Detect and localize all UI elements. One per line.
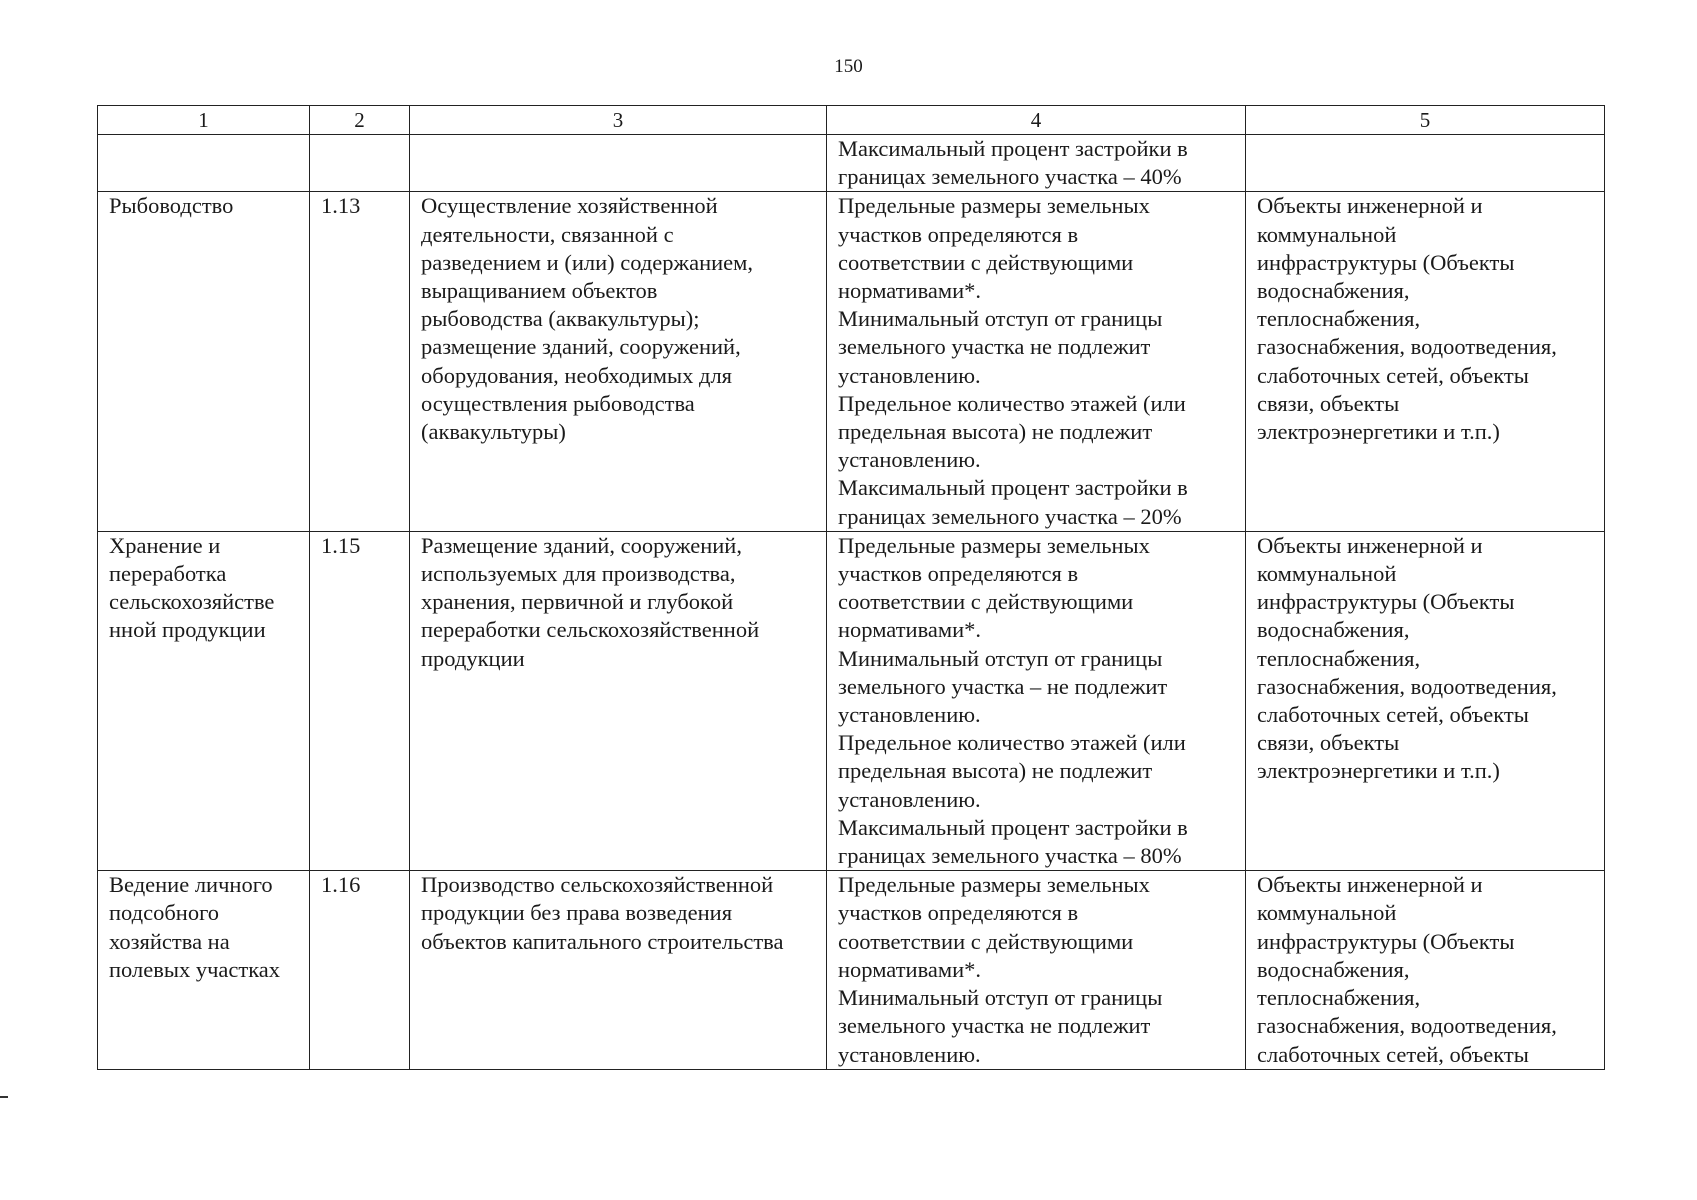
cell-text-line: газоснабжения, водоотведения, [1257,1013,1557,1039]
cell-text-line: полевых участках [109,956,281,982]
cell-text-line: слаботочных сетей, объекты [1257,702,1529,728]
cell-text-line: границах земельного участка – 20% [838,503,1182,529]
cell-text-line: коммунальной [1257,221,1397,247]
description-cell [410,531,827,870]
cell-text-line: переработки сельскохозяйственной [421,617,760,643]
cell-text-line: Предельные размеры земельных [838,193,1150,219]
column-header-1: 1 [98,106,310,135]
cell-text-line: соответствии с действующими [838,249,1134,275]
parameters-cell [827,192,1246,531]
page-number: 150 [834,56,863,77]
table-body [98,135,1605,1070]
cell-text-line: Производство сельскохозяйственной [421,872,774,898]
cell-text-line: установлению. [838,1041,981,1067]
margin-mark [0,1096,8,1098]
cell-text-line: (аквакультуры) [421,419,566,445]
cell-text-line: электроэнергетики и т.п.) [1257,419,1500,445]
cell-text-line: водоснабжения, [1257,617,1410,643]
cell-text-line: Максимальный процент застройки в [838,136,1188,161]
cell-text-line: Размещение зданий, сооружений, [421,532,742,558]
cell-text-line: водоснабжения, [1257,956,1410,982]
cell-text-line: водоснабжения, [1257,278,1410,304]
cell-text-line: инфраструктуры (Объекты [1257,249,1515,275]
cell-text-line: 1.13 [321,193,361,219]
land-use-name-cell [98,135,310,192]
column-header-2: 2 [310,106,410,135]
cell-text-line: газоснабжения, водоотведения, [1257,334,1557,360]
cell-text-line: участков определяются в [838,221,1079,247]
code-cell [310,135,410,192]
cell-text-line: Предельное количество этажей (или [838,390,1186,416]
cell-text-line: земельного участка не подлежит [838,1013,1151,1039]
cell-text-line: установлению. [838,786,981,812]
column-header-3: 3 [410,106,827,135]
cell-text-line: коммунальной [1257,561,1397,587]
cell-text-line: границах земельного участка – 80% [838,843,1182,869]
cell-text-line: Объекты инженерной и [1257,193,1483,219]
cell-text-line: Осуществление хозяйственной [421,193,718,219]
cell-text-line: теплоснабжения, [1257,985,1421,1011]
cell-text-line: установлению. [838,362,981,388]
cell-text-line: земельного участка – не подлежит [838,673,1168,699]
cell-text-line: переработка [109,561,227,587]
cell-text-line: установлению. [838,447,981,473]
auxiliary-objects-cell [1246,192,1605,531]
cell-text-line: Минимальный отступ от границы [838,645,1163,671]
cell-text-line: 1.16 [321,872,361,898]
auxiliary-objects-cell [1246,531,1605,870]
cell-text-line: используемых для производства, [421,561,736,587]
cell-text-line: слаботочных сетей, объекты [1257,362,1529,388]
cell-text-line: связи, объекты [1257,730,1400,756]
cell-text-line: Рыбоводство [109,193,234,219]
cell-text-line: инфраструктуры (Объекты [1257,589,1515,615]
cell-text-line: продукции [421,645,525,671]
cell-text-line: хозяйства на [109,928,230,954]
cell-text-line: 1.15 [321,532,361,558]
cell-text-line: сельскохозяйстве [109,589,275,615]
cell-text-line: установлению. [838,702,981,728]
cell-text-line: нной продукции [109,617,266,643]
cell-text-line: подсобного [109,900,219,926]
cell-text-line: Максимальный процент застройки в [838,814,1188,840]
cell-text-line: слаботочных сетей, объекты [1257,1041,1529,1067]
cell-text-line: оборудования, необходимых для [421,362,733,388]
description-cell [410,192,827,531]
cell-text-line: границах земельного участка – 40% [838,164,1182,190]
cell-text-line: предельная высота) не подлежит [838,758,1153,784]
cell-text-line: соответствии с действующими [838,928,1134,954]
land-use-name-cell [98,192,310,531]
description-cell [410,871,827,1069]
cell-text-line: участков определяются в [838,900,1079,926]
cell-text-line: деятельности, связанной с [421,221,674,247]
cell-text-line: участков определяются в [838,561,1079,587]
cell-text-line: рыбоводства (аквакультуры); [421,306,700,332]
code-cell [310,192,410,531]
regulations-table [97,105,1605,1070]
cell-text-line: Предельные размеры земельных [838,532,1150,558]
cell-text-line: Хранение и [109,532,221,558]
parameters-cell [827,135,1246,192]
cell-text-line: земельного участка не подлежит [838,334,1151,360]
code-cell [310,531,410,870]
cell-text-line: разведением и (или) содержанием, [421,249,753,275]
cell-text-line: Объекты инженерной и [1257,872,1483,898]
cell-text-line: Предельное количество этажей (или [838,730,1186,756]
cell-text-line: Максимальный процент застройки в [838,475,1188,501]
cell-text-line: Предельные размеры земельных [838,872,1150,898]
code-cell [310,871,410,1069]
cell-text-line: продукции без права возведения [421,900,733,926]
cell-text-line: газоснабжения, водоотведения, [1257,673,1557,699]
column-header-5: 5 [1246,106,1605,135]
cell-text-line: соответствии с действующими [838,589,1134,615]
cell-text-line: теплоснабжения, [1257,306,1421,332]
cell-text-line: электроэнергетики и т.п.) [1257,758,1500,784]
description-cell [410,135,827,192]
cell-text-line: нормативами*. [838,956,982,982]
table-row [98,531,1605,870]
auxiliary-objects-cell [1246,135,1605,192]
cell-text-line: нормативами*. [838,278,982,304]
cell-text-line: теплоснабжения, [1257,645,1421,671]
cell-text-line: Минимальный отступ от границы [838,985,1163,1011]
auxiliary-objects-cell [1246,871,1605,1069]
cell-text-line: хранения, первичной и глубокой [421,589,734,615]
cell-text-line: размещение зданий, сооружений, [421,334,741,360]
cell-text-line: инфраструктуры (Объекты [1257,928,1515,954]
land-use-name-cell [98,531,310,870]
cell-text-line: осуществления рыбоводства [421,390,695,416]
table-row [98,192,1605,531]
table-row [98,871,1605,1069]
parameters-cell [827,531,1246,870]
cell-text-line: связи, объекты [1257,390,1400,416]
column-header-4: 4 [827,106,1246,135]
cell-text-line: объектов капитального строительства [421,928,784,954]
cell-text-line: выращиванием объектов [421,278,658,304]
cell-text-line: Ведение личного [109,872,273,898]
land-use-name-cell [98,871,310,1069]
cell-text-line: нормативами*. [838,617,982,643]
parameters-cell [827,871,1246,1069]
cell-text-line: Минимальный отступ от границы [838,306,1163,332]
cell-text-line: коммунальной [1257,900,1397,926]
cell-text-line: Объекты инженерной и [1257,532,1483,558]
table-row [98,135,1605,192]
table-header-row [98,106,1605,135]
cell-text-line: предельная высота) не подлежит [838,419,1153,445]
